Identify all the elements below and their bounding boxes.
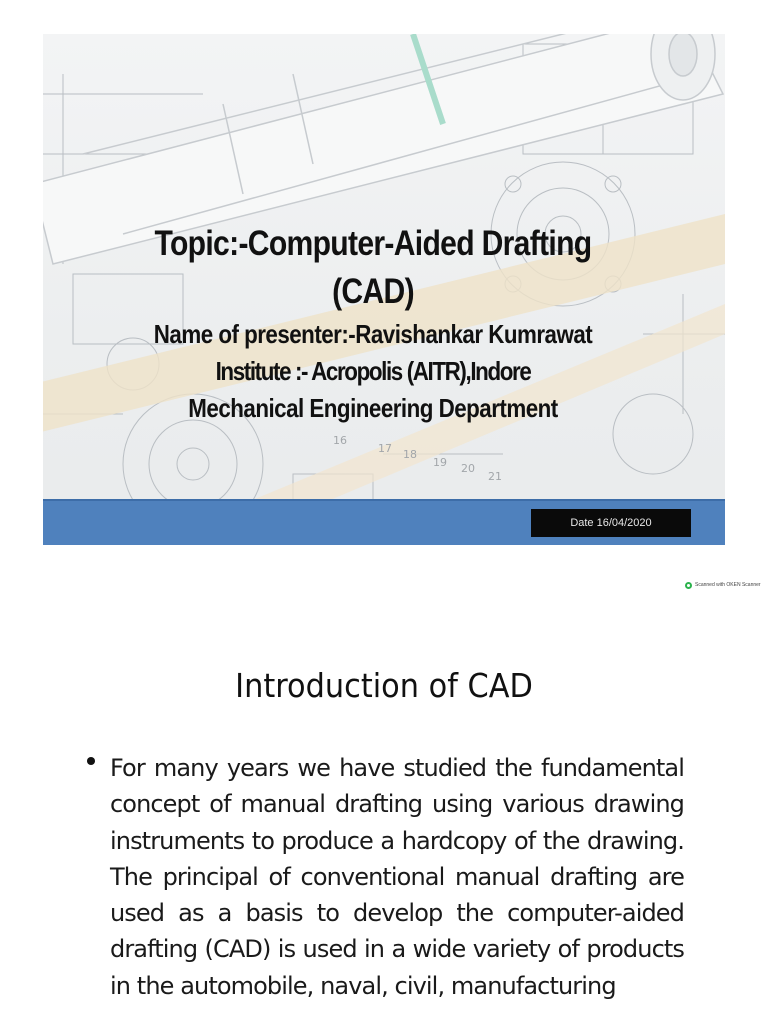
svg-text:17: 17 [378, 442, 392, 455]
svg-text:21: 21 [488, 470, 502, 483]
slide-title-line2: (CAD) [332, 272, 414, 311]
scanner-watermark [685, 580, 761, 590]
intro-bullet-text: For many years we have studied the fundamental concept of manual drafting using various drawing instruments to produce a hardcopy of the drawing. The principal of conventional manual drafting are used as a basis to develop the computer-aided drafting (CAD) is used in a wide variety of products in the automobile, naval, civil, manufacturing [110, 754, 684, 1000]
institute-name: Institute :- Acropolis (AITR),Indore [215, 356, 531, 386]
presenter-name: Name of presenter:-Ravishankar Kumrawat [153, 319, 593, 349]
scanner-text: Scanned with OKEN Scanner [695, 582, 761, 588]
title-slide [43, 34, 725, 545]
svg-text:20: 20 [461, 462, 475, 475]
scanner-logo-icon [685, 582, 692, 589]
svg-text:19: 19 [433, 456, 447, 469]
slide-title-line1: Topic:-Computer-Aided Drafting [154, 224, 592, 263]
svg-text:16: 16 [333, 434, 347, 447]
intro-heading: Introduction of CAD [235, 666, 533, 705]
svg-text:18: 18 [403, 448, 417, 461]
date-label: Date 16/04/2020 [531, 509, 691, 537]
slide-footer-bar [43, 499, 725, 545]
intro-slide [43, 596, 725, 1024]
title-text-block [43, 220, 703, 427]
bullet-icon [87, 757, 95, 765]
department-name: Mechanical Engineering Department [188, 393, 558, 423]
